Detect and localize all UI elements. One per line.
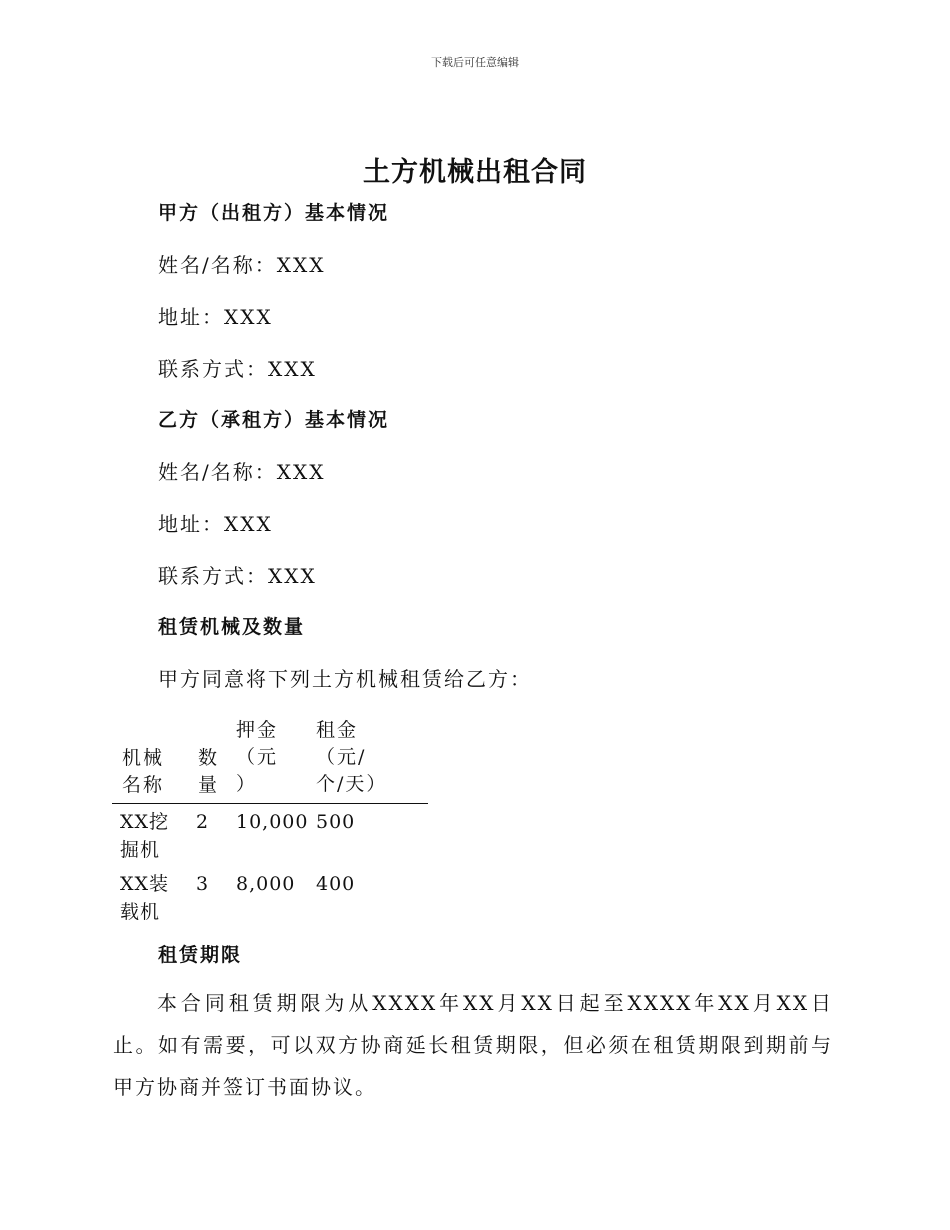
header-text: 数 [198,747,220,769]
cell-text: XX挖 [120,811,170,833]
cell-deposit: 8,000 [236,873,296,895]
cell-rent: 400 [316,873,356,895]
equipment-table [112,713,428,928]
table-header [112,713,428,804]
contract-title: 土方机械出租合同 [363,157,587,188]
header-text: （元 [236,746,279,768]
header-text: 量 [198,774,220,796]
term-paragraph: 本合同租赁期限为从XXXX年XX月XX日起至XXXX年XX月XX日止。如有需要，可以双方协商延长租赁期限，但必须在租赁期限到期前与甲方协商并签订书面协议。 [113,991,833,1099]
cell-text: 载机 [120,901,161,923]
table-row [112,804,428,866]
party-a-address: 地址：XXX [158,305,273,329]
party-b-heading: 乙方（承租方）基本情况 [158,409,390,431]
header-text: 租金 [316,719,359,741]
cell-text: XX装 [120,873,170,895]
cell-rent: 500 [316,811,356,833]
header-text: ） [236,773,258,795]
cell-qty: 3 [196,873,210,895]
equipment-heading: 租赁机械及数量 [158,616,306,638]
party-b-contact: 联系方式：XXX [158,564,317,588]
party-a-contact: 联系方式：XXX [158,357,317,381]
cell-qty: 2 [196,811,210,833]
cell-name [120,870,169,926]
cell-text: 掘机 [120,839,161,861]
party-b-name: 姓名/名称：XXX [158,460,326,484]
header-cell-qty [198,745,219,799]
party-b-address: 地址：XXX [158,512,273,536]
party-a-heading: 甲方（出租方）基本情况 [158,202,390,224]
header-text: 个/天） [316,773,388,795]
header-text: 押金 [236,719,279,741]
header-cell-deposit [236,717,278,798]
header-text: 名称 [122,774,165,796]
equipment-intro: 甲方同意将下列土方机械租赁给乙方： [158,667,532,691]
cell-deposit: 10,000 [236,811,309,833]
page-header-note: 下载后可任意编辑 [431,56,519,69]
cell-name [120,808,169,864]
table-row [112,866,428,928]
header-text: 机械 [122,747,165,769]
header-cell-rent [316,717,387,798]
header-cell-name [122,745,164,799]
term-heading: 租赁期限 [158,944,243,966]
party-a-name: 姓名/名称：XXX [158,253,326,277]
header-text: （元/ [316,746,367,768]
